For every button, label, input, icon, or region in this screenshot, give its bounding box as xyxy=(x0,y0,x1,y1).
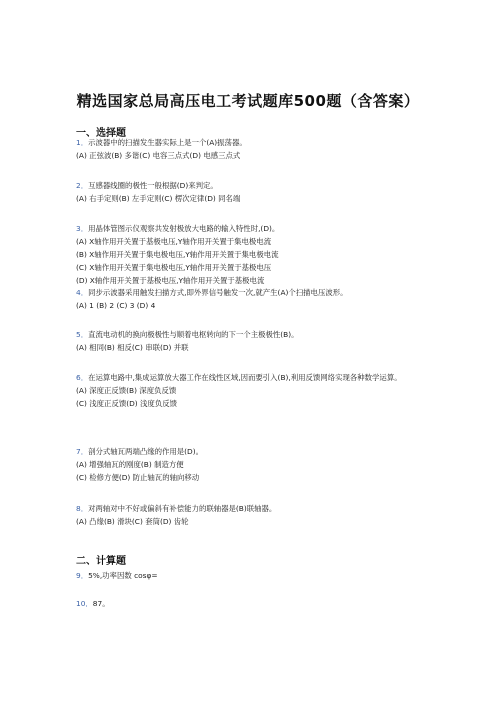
question-number: 9． xyxy=(76,571,89,580)
answer-options: (A) 右手定则(B) 左手定则(C) 楞次定律(D) 同名端 xyxy=(76,194,241,203)
question-text: 用晶体管图示仪观察共发射极放大电路的输入特性时,(D)。 xyxy=(88,224,280,233)
answer-options: (A) 1 (B) 2 (C) 3 (D) 4 xyxy=(76,301,156,310)
question-10 xyxy=(76,597,421,610)
question-number: 5． xyxy=(76,330,89,339)
answer-options: (A) 正弦波(B) 多谐(C) 电容三点式(D) 电感三点式 xyxy=(76,151,241,160)
question-number: 3． xyxy=(76,224,89,233)
question-4 xyxy=(76,286,421,312)
question-number: 2． xyxy=(76,181,89,190)
question-number: 1． xyxy=(76,138,89,147)
question-text: 互感器线圈的极性一般根据(D)来判定。 xyxy=(88,181,218,190)
answer-option: (C) 浅度正反馈(D) 浅度负反馈 xyxy=(76,399,177,408)
question-number: 8． xyxy=(76,504,89,513)
section-heading-choice: 一、选择题 xyxy=(76,128,126,139)
question-text: 直流电动机的换向极极性与顺着电枢转向的下一个主极极性(B)。 xyxy=(88,330,299,339)
question-9 xyxy=(76,569,421,582)
answer-option: (A) X轴作用开关置于基极电压,Y轴作用开关置于集电极电流 xyxy=(76,237,272,246)
question-6 xyxy=(76,371,421,410)
answer-option: (D) X轴作用开关置于基极电压,Y轴作用开关置于基极电流 xyxy=(76,276,265,285)
question-1 xyxy=(76,136,421,162)
question-3 xyxy=(76,222,421,287)
question-7 xyxy=(76,445,421,484)
question-number: 7． xyxy=(76,447,89,456)
question-text: 5%,功率因数 cosφ= xyxy=(88,571,158,580)
document-title: 精选国家总局高压电工考试题库500题（含答案） xyxy=(76,92,420,110)
question-2 xyxy=(76,179,421,205)
question-text: 剖分式轴瓦两端凸缘的作用是(D)。 xyxy=(88,447,204,456)
answer-option: (B) X轴作用开关置于集电极电压,Y轴作用开关置于集电极电流 xyxy=(76,250,279,259)
answer-option: (C) X轴作用开关置于集电极电压,Y轴作用开关置于基极电压 xyxy=(76,263,272,272)
section-heading-calc: 二、计算题 xyxy=(76,556,126,567)
answer-options: (A) 凸缘(B) 滑块(C) 套筒(D) 齿轮 xyxy=(76,517,189,526)
question-text: 同步示波器采用触发扫描方式,即外界信号触发一次,就产生(A)个扫描电压波形。 xyxy=(88,288,348,297)
question-number: 6． xyxy=(76,373,89,382)
question-number: 4． xyxy=(76,288,89,297)
question-number: 10． xyxy=(76,599,93,608)
answer-option: (A) 深度正反馈(B) 深度负反馈 xyxy=(76,386,177,395)
answer-option: (C) 检修方便(D) 防止轴瓦的轴向移动 xyxy=(76,473,200,482)
question-8 xyxy=(76,502,421,528)
question-text: 对两轴对中不好或偏斜有补偿能力的联轴器是(B)联轴器。 xyxy=(88,504,277,513)
question-text: 在运算电路中,集成运算放大器工作在线性区域,因而要引入(B),利用反馈网络实现各种数学运算。 xyxy=(88,373,402,382)
question-5 xyxy=(76,328,421,354)
answer-option: (A) 增强轴瓦的刚度(B) 制造方便 xyxy=(76,460,184,469)
answer-options: (A) 相同(B) 相反(C) 串联(D) 并联 xyxy=(76,343,189,352)
question-text: 示波器中的扫描发生器实际上是一个(A)振荡器。 xyxy=(88,138,247,147)
question-text: 87。 xyxy=(92,599,110,608)
